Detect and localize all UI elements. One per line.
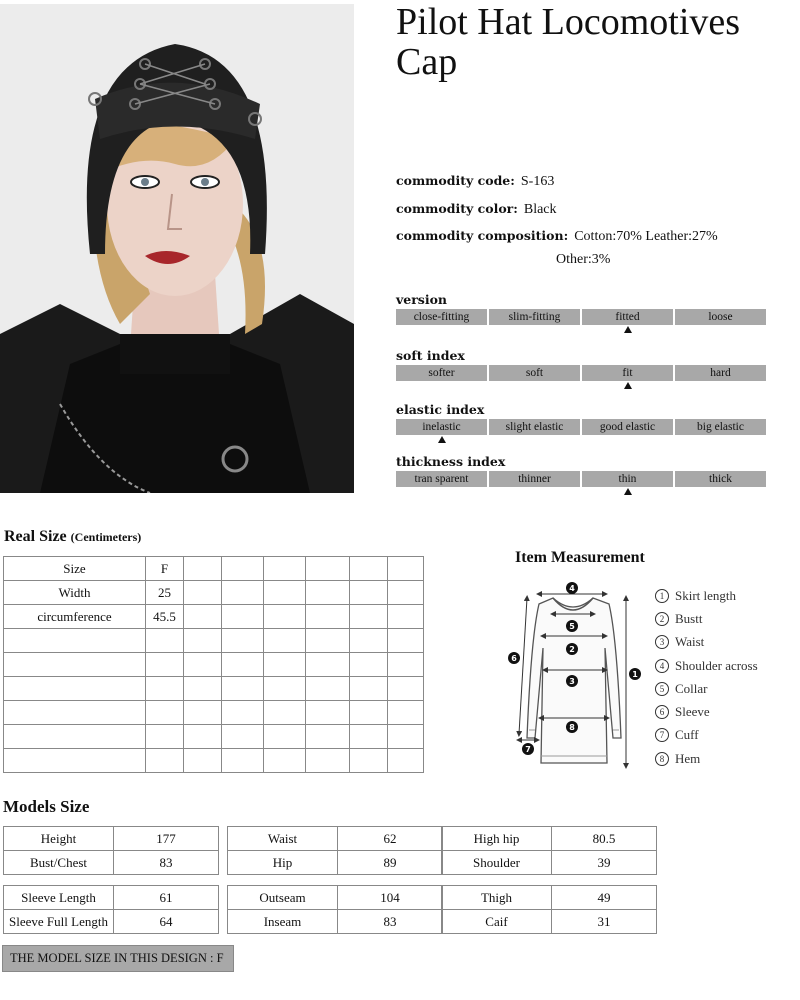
size-cell <box>350 605 388 629</box>
scale-title: thickness index <box>396 454 506 469</box>
measurement-name: Sleeve Full Length <box>4 910 114 934</box>
commodity-code-value: S-163 <box>520 174 555 189</box>
size-cell <box>350 557 388 581</box>
svg-text:2: 2 <box>569 645 575 654</box>
size-cell <box>184 557 222 581</box>
model-size-row <box>4 827 219 851</box>
model-size-table <box>227 885 443 934</box>
size-cell <box>222 653 264 677</box>
scale-title: soft index <box>396 348 465 363</box>
real-size-unit: (Centimeters) <box>70 530 142 544</box>
measurement-name: Bust/Chest <box>4 851 114 875</box>
measurement-name: Hip <box>228 851 338 875</box>
legend-item <box>655 607 758 630</box>
model-size-row <box>4 886 219 910</box>
scale-option: fitted <box>582 309 673 325</box>
size-cell <box>184 629 222 653</box>
legend-item <box>655 654 758 677</box>
size-cell <box>350 749 388 773</box>
legend-number: 3 <box>655 635 669 649</box>
commodity-composition-row <box>396 228 718 245</box>
measurement-value: 61 <box>114 886 219 910</box>
product-photo <box>0 4 354 493</box>
item-measurement-title: Item Measurement <box>515 549 645 566</box>
size-cell <box>4 749 146 773</box>
size-cell <box>388 653 424 677</box>
size-row <box>4 653 424 677</box>
selected-marker-icon <box>624 488 632 495</box>
measurement-name: Waist <box>228 827 338 851</box>
scale-option: inelastic <box>396 419 487 435</box>
size-row <box>4 701 424 725</box>
scale-option: hard <box>675 365 766 381</box>
size-cell <box>264 629 306 653</box>
size-cell <box>388 605 424 629</box>
size-cell <box>388 557 424 581</box>
models-size-title: Models Size <box>3 797 90 816</box>
size-cell <box>350 677 388 701</box>
model-size-row <box>4 910 219 934</box>
scale-option: close-fitting <box>396 309 487 325</box>
measurement-name: Shoulder <box>442 851 552 875</box>
model-size-table <box>441 885 657 934</box>
size-cell <box>388 725 424 749</box>
model-size-row <box>228 910 443 934</box>
measurement-value: 89 <box>338 851 443 875</box>
model-size-row <box>442 827 657 851</box>
size-cell: F <box>146 557 184 581</box>
measurement-value: 104 <box>338 886 443 910</box>
size-cell: Width <box>4 581 146 605</box>
scale-markers <box>396 435 766 445</box>
model-size-row <box>442 851 657 875</box>
legend-number: 6 <box>655 705 669 719</box>
measurement-value: 31 <box>552 910 657 934</box>
selected-marker-icon <box>624 326 632 333</box>
measurement-name: Height <box>4 827 114 851</box>
size-cell <box>350 725 388 749</box>
model-size-row <box>228 827 443 851</box>
measurement-value: 80.5 <box>552 827 657 851</box>
model-size-row <box>228 886 443 910</box>
legend-number: 7 <box>655 728 669 742</box>
size-cell <box>222 677 264 701</box>
size-cell <box>4 629 146 653</box>
size-cell <box>4 653 146 677</box>
thickness-index-scale <box>396 454 766 497</box>
measurement-value: 62 <box>338 827 443 851</box>
measurement-name: High hip <box>442 827 552 851</box>
garment-measurement-diagram <box>505 578 645 777</box>
legend-item <box>655 631 758 654</box>
size-cell: 45.5 <box>146 605 184 629</box>
scale-option: loose <box>675 309 766 325</box>
scale-title: version <box>396 292 448 307</box>
size-cell <box>222 581 264 605</box>
scale-option: fit <box>582 365 673 381</box>
legend-label: Cuff <box>675 727 699 743</box>
measurement-name: Sleeve Length <box>4 886 114 910</box>
size-cell <box>222 749 264 773</box>
size-cell <box>306 605 350 629</box>
size-cell <box>264 725 306 749</box>
svg-text:8: 8 <box>569 723 575 732</box>
legend-label: Bustt <box>675 610 703 626</box>
legend-label: Collar <box>675 680 708 696</box>
measurement-value: 83 <box>114 851 219 875</box>
measurement-value: 49 <box>552 886 657 910</box>
size-cell <box>222 701 264 725</box>
commodity-composition-value-line2: Other:3% <box>556 252 611 267</box>
size-row <box>4 725 424 749</box>
size-cell <box>146 749 184 773</box>
svg-text:5: 5 <box>569 622 575 631</box>
size-row <box>4 677 424 701</box>
legend-label: Shoulder across <box>675 657 758 673</box>
size-row <box>4 749 424 773</box>
commodity-color-label: commodity color: <box>396 201 518 216</box>
legend-number: 4 <box>655 659 669 673</box>
size-row <box>4 605 424 629</box>
measurement-value: 177 <box>114 827 219 851</box>
size-cell <box>306 749 350 773</box>
scale-option: slight elastic <box>489 419 580 435</box>
size-cell <box>184 677 222 701</box>
svg-text:3: 3 <box>569 677 575 686</box>
size-cell: 25 <box>146 581 184 605</box>
model-size-table <box>227 826 443 875</box>
size-cell <box>350 701 388 725</box>
size-cell <box>264 653 306 677</box>
size-cell <box>350 653 388 677</box>
scale-option: big elastic <box>675 419 766 435</box>
model-size-table <box>3 826 219 875</box>
size-cell <box>4 725 146 749</box>
size-cell <box>306 701 350 725</box>
measurement-name: Thigh <box>442 886 552 910</box>
size-cell <box>306 581 350 605</box>
real-size-heading: Real Size <box>4 528 67 545</box>
elastic-index-scale <box>396 402 766 445</box>
measurement-legend <box>655 584 758 770</box>
legend-number: 1 <box>655 589 669 603</box>
size-cell <box>184 653 222 677</box>
size-cell <box>222 725 264 749</box>
size-cell <box>388 581 424 605</box>
legend-item <box>655 724 758 747</box>
size-cell <box>146 725 184 749</box>
size-cell <box>350 581 388 605</box>
size-cell <box>264 749 306 773</box>
measurement-value: 39 <box>552 851 657 875</box>
size-cell <box>184 581 222 605</box>
scale-markers <box>396 325 766 335</box>
size-cell <box>222 557 264 581</box>
size-cell <box>264 581 306 605</box>
model-size-table <box>3 885 219 934</box>
model-size-row <box>4 851 219 875</box>
legend-item <box>655 584 758 607</box>
product-title: Pilot Hat Locomotives Cap <box>396 1 741 83</box>
size-row <box>4 557 424 581</box>
measurement-value: 83 <box>338 910 443 934</box>
size-cell <box>146 677 184 701</box>
legend-item <box>655 677 758 700</box>
commodity-composition-value: Cotton:70% Leather:27% <box>574 229 718 244</box>
size-cell <box>184 749 222 773</box>
size-cell <box>4 677 146 701</box>
version-scale <box>396 292 766 335</box>
size-cell <box>388 701 424 725</box>
size-cell <box>4 701 146 725</box>
measurement-name: Outseam <box>228 886 338 910</box>
size-cell <box>264 605 306 629</box>
size-cell <box>388 629 424 653</box>
scale-option: tran sparent <box>396 471 487 487</box>
size-cell <box>388 677 424 701</box>
selected-marker-icon <box>624 382 632 389</box>
svg-text:7: 7 <box>525 745 531 754</box>
scale-option: thin <box>582 471 673 487</box>
legend-number: 2 <box>655 612 669 626</box>
legend-number: 8 <box>655 752 669 766</box>
size-cell: Size <box>4 557 146 581</box>
commodity-composition-label: commodity composition: <box>396 228 569 243</box>
size-cell <box>350 629 388 653</box>
size-cell <box>222 629 264 653</box>
scale-markers <box>396 487 766 497</box>
size-cell <box>306 677 350 701</box>
size-cell <box>264 557 306 581</box>
model-size-note: THE MODEL SIZE IN THIS DESIGN : F <box>2 945 234 972</box>
svg-text:6: 6 <box>511 654 517 663</box>
measurement-value: 64 <box>114 910 219 934</box>
scale-option: good elastic <box>582 419 673 435</box>
commodity-code-label: commodity code: <box>396 173 515 188</box>
model-size-row <box>442 886 657 910</box>
model-size-row <box>228 851 443 875</box>
size-cell <box>184 701 222 725</box>
real-size-table <box>3 556 424 773</box>
size-cell <box>184 605 222 629</box>
legend-item <box>655 747 758 770</box>
commodity-color-row <box>396 201 557 218</box>
size-cell <box>146 629 184 653</box>
scale-option: soft <box>489 365 580 381</box>
legend-item <box>655 700 758 723</box>
size-cell <box>222 605 264 629</box>
size-cell <box>184 725 222 749</box>
scale-option: thick <box>675 471 766 487</box>
legend-label: Skirt length <box>675 587 737 603</box>
selected-marker-icon <box>438 436 446 443</box>
size-cell <box>146 653 184 677</box>
model-size-row <box>442 910 657 934</box>
scale-option: softer <box>396 365 487 381</box>
real-size-title <box>4 528 141 546</box>
svg-text:4: 4 <box>569 584 575 593</box>
legend-label: Waist <box>675 634 705 650</box>
legend-label: Hem <box>675 750 701 766</box>
size-row <box>4 629 424 653</box>
size-cell <box>146 701 184 725</box>
commodity-color-value: Black <box>523 202 557 217</box>
commodity-code-row <box>396 173 554 190</box>
size-cell <box>264 677 306 701</box>
size-row <box>4 581 424 605</box>
scale-title: elastic index <box>396 402 485 417</box>
size-cell <box>306 629 350 653</box>
size-cell <box>306 725 350 749</box>
scale-markers <box>396 381 766 391</box>
legend-label: Sleeve <box>675 704 710 720</box>
scale-option: slim-fitting <box>489 309 580 325</box>
model-size-table <box>441 826 657 875</box>
measurement-name: Inseam <box>228 910 338 934</box>
measurement-name: Caif <box>442 910 552 934</box>
legend-number: 5 <box>655 682 669 696</box>
size-cell <box>264 701 306 725</box>
size-cell <box>388 749 424 773</box>
size-cell <box>306 557 350 581</box>
scale-option: thinner <box>489 471 580 487</box>
size-cell: circumference <box>4 605 146 629</box>
svg-text:1: 1 <box>632 670 638 679</box>
size-cell <box>306 653 350 677</box>
soft-index-scale <box>396 348 766 391</box>
